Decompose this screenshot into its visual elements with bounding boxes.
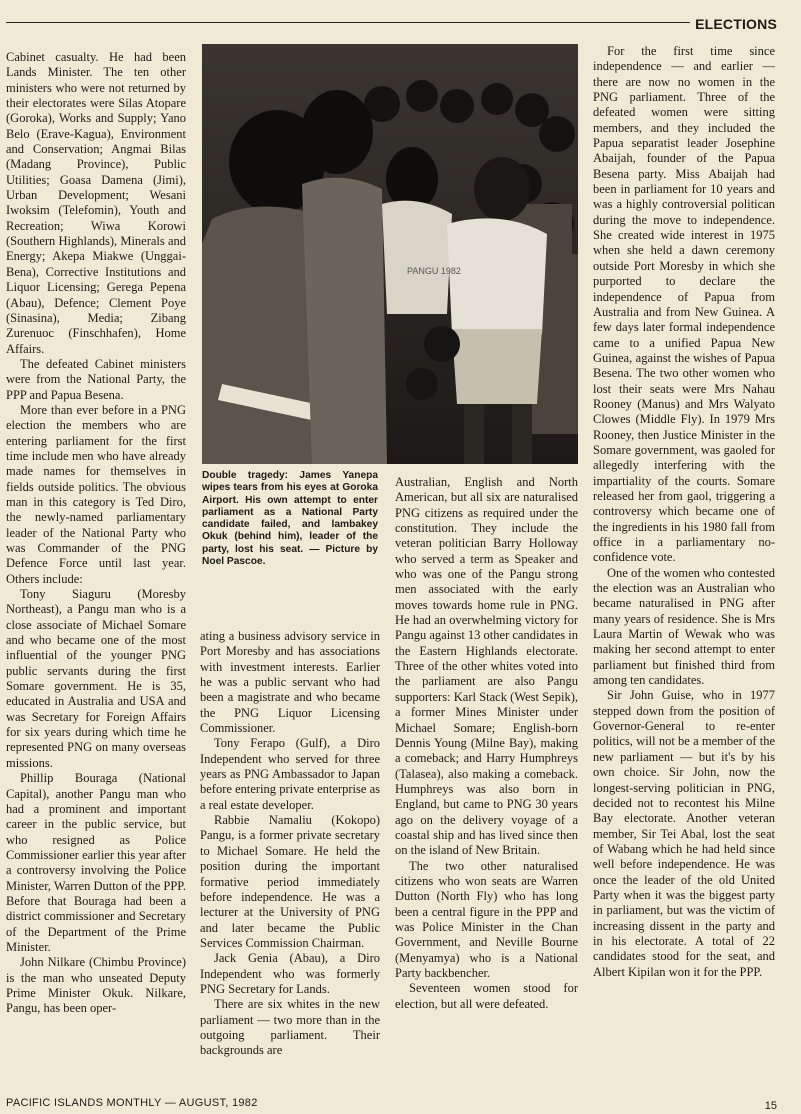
article-column-2 — [200, 629, 380, 1059]
paragraph: There are six whites in the new parliament — two more than in the outgoing parliament. Their backgrounds are — [200, 997, 380, 1058]
paragraph: Seventeen women stood for election, but all were defeated. — [395, 981, 578, 1011]
paragraph: Australian, English and North American, but all six are naturalised PNG citizens as required under the constitution. They include the veteran politician Barry Holloway who served a term as Speaker and who was one of the Pangu strong men associated with the early moves towards home rule in PNG. He had an overwhelming victory for Pangu against 13 other candidates in the Eastern Highlands electorate. Three of the other whites voted into the parliament are also Pangu supporters: Karl Stack (West Sepik), a former Mines Minister under Michael Somare; English-born Dennis Young (Milne Bay), making a comeback; and Harry Humphreys (Talasea), also making a comeback. Humphreys was also born in England, but came to PNG 30 years ago on the delivery voyage of a coastal ship and has lived since then on the island of New Britain. — [395, 475, 578, 858]
paragraph: John Nilkare (Chimbu Province) is the man who unseated Deputy Prime Minister Okuk. Nilkare, Pangu, has been oper- — [6, 955, 186, 1016]
paragraph: The defeated Cabinet ministers were from the National Party, the PPP and Papua Besena. — [6, 356, 186, 402]
paragraph: Jack Genia (Abau), a Diro Independent who was formerly PNG Secretary for Lands. — [200, 951, 380, 996]
section-title: ELECTIONS — [695, 16, 777, 32]
header-rule — [6, 22, 690, 23]
publication-footer: PACIFIC ISLANDS MONTHLY — AUGUST, 1982 — [6, 1097, 258, 1109]
article-column-4 — [593, 44, 775, 980]
paragraph: Rabbie Namaliu (Kokopo) Pangu, is a former private secretary to Michael Somare. He held the position during the important formative period immediately before independence. He was a lecturer at the University of PNG and later became the Public Services Commission Chairman. — [200, 813, 380, 950]
paragraph: ating a business advisory service in Port Moresby and has associations with investment interests. Earlier he was a public servant who had been a magistrate and who became the PNG Liquor Licensing Commissioner. — [200, 629, 380, 736]
paragraph: Sir John Guise, who in 1977 stepped down from the position of Governor-General to re-enter politics, will not be a member of the new parliament — but it's by his own choice. Sir John, now the longest-serving politician in PNG, decided not to recontest his Milne Bay electorate. Another veteran member, Sir Tei Abal, lost the seat of Wabang which he had held since well before independence. He was once the leader of the old United Party when it was the biggest party in parliament, but was the victim of increasing dissent in the party and in his electorate. A total of 22 candidates stood for the seat, and Albert Kipilan won it for the PPP. — [593, 688, 775, 979]
article-column-3 — [395, 475, 578, 1012]
news-photo — [202, 44, 578, 464]
article-column-1 — [6, 50, 186, 1017]
page-number: 15 — [764, 1100, 777, 1112]
paragraph: Cabinet casualty. He had been Lands Minister. The ten other ministers who were not returned by their electorates were Silas Atopare (Goroka), Works and Supply; Yano Belo (Erave-Kagua), Environment and Conservation; Angmai Bilas (Madang Province), Public Utilities; Goasa Damena (Jimi), Urban Development; Wesani Iwoksim (Telefomin), Youth and Recreation; Wiwa Korowi (Southern Highlands), Minerals and Energy; Akepa Miakwe (Unggai-Bena), Corrective Institutions and Liquor Licensing; Gerega Pepena (Abau), Defence; Clement Poye (Sinasina), Media; Zibang Zurenuoc (Finschhafen), Home Affairs. — [6, 50, 186, 356]
paragraph: For the first time since independence — and earlier — there are now no women in the PNG parliament. Three of the defeated women were sitting members, and they included the Papua separatist leader Josephine Abaijah, founder of the Papua Besena party. Miss Abaijah had been in parliament for 10 years and was a highly controversial politican during the move to independence. She created wide interest in 1975 when she held a dawn ceremony outside Port Moresby in which she purported to declare the independence of Papua from Australia and from New Guinea. A few days later formal independence came to a unified Papua New Guinea, against the wishes of Papua Besena. The two other women who lost their seats were Mrs Nahau Rooney (Manus) and Mrs Walyato Clowes (Middle Fly). In 1979 Mrs Rooney, then Justice Minister in the Somare government, was gaoled for allegedly interfering with the impartiality of the courts. Somare released her from gaol, triggering a controversy which became one of the ingredients in his 1980 fall from office in a parliamentary no-confidence vote. — [593, 44, 775, 565]
paragraph: Phillip Bouraga (National Capital), another Pangu man who had a prominent and important career in the public service, but who resigned as Police Commissioner earlier this year after a controversy involving the Police Minister, Warren Dutton of the PPP. Before that Bouraga had been a district commissioner and Secretary of the Department of the Prime Minister. — [6, 771, 186, 954]
paragraph: Tony Siaguru (Moresby Northeast), a Pangu man who is a close associate of Michael Somare and who became one of the most influential of the younger PNG public servants during the first Somare government. He is 35, educated in Australia and USA and was Secretary for Foreign Affairs for six years during which time he represented PNG on many overseas missions. — [6, 587, 186, 770]
paragraph: One of the women who contested the election was an Australian who became naturalised in PNG after many years of residence. She is Mrs Laura Martin of Wewak who was making her second attempt to enter parliament but finished third from among ten candidates. — [593, 565, 775, 688]
paragraph: More than ever before in a PNG election the members who are entering parliament for the first time include men who have already made names for themselves in fields outside politics. The obvious man in this category is Ted Diro, the newly-named parliamentary leader of the National Party who was Commander of the PNG Defence Force until last year. Others include: — [6, 402, 186, 586]
shirt-print: PANGU 1982 — [407, 266, 461, 276]
photo-caption: Double tragedy: James Yanepa wipes tears from his eyes at Goroka Airport. His own attempt to enter parliament as a National Party candidate failed, and lambakey Okuk (behind him), leader of the party, lost his seat. — Picture by Noel Pascoe. — [202, 470, 378, 568]
paragraph: Tony Ferapo (Gulf), a Diro Independent who served for three years as PNG Ambassador to Japan before entering private enterprise as a real estate developer. — [200, 736, 380, 812]
paragraph: The two other naturalised citizens who won seats are Warren Dutton (North Fly) who has long been a central figure in the PPP and was Police Minister in the Chan Government, and Neville Bourne (Menyamya) who is a National Party backbencher. — [395, 858, 578, 980]
